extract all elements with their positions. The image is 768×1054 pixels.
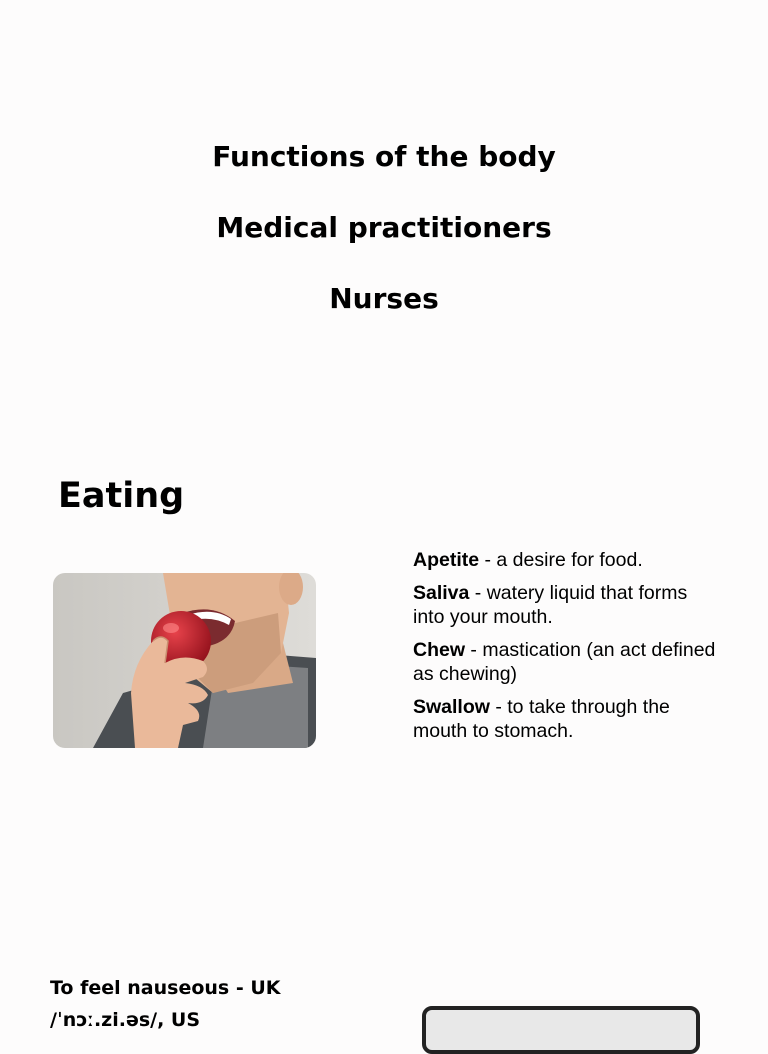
definition-chew (413, 638, 723, 686)
nausea-pronunciation: /ˈnɔː.zi.əs/, US (50, 1009, 201, 1031)
section-heading-eating: Eating (58, 476, 185, 516)
definition-saliva (413, 581, 723, 629)
definitions-list (413, 548, 723, 752)
definition-apetite (413, 548, 723, 572)
definition-text: - a desire for food. (479, 549, 643, 571)
tablet-image (422, 1006, 700, 1054)
title-functions-of-the-body: Functions of the body (212, 140, 556, 173)
title-nurses: Nurses (329, 282, 439, 315)
definition-term: Apetite (413, 549, 480, 571)
nausea-line-1: To feel nauseous - UK (50, 977, 281, 999)
definition-term: Saliva (413, 582, 470, 604)
definition-text: - to take through the mouth to stomach. (413, 696, 670, 742)
man-eating-apple-photo (53, 573, 316, 748)
definition-term: Swallow (413, 696, 490, 718)
title-medical-practitioners: Medical practitioners (216, 211, 552, 244)
definition-term: Chew (413, 639, 466, 661)
definition-text: - watery liquid that forms into your mouth. (413, 582, 688, 628)
definition-text: - mastication (an act defined as chewing) (413, 639, 716, 685)
definition-swallow (413, 695, 723, 743)
title-block (0, 140, 768, 353)
nausea-definition (50, 972, 281, 1036)
